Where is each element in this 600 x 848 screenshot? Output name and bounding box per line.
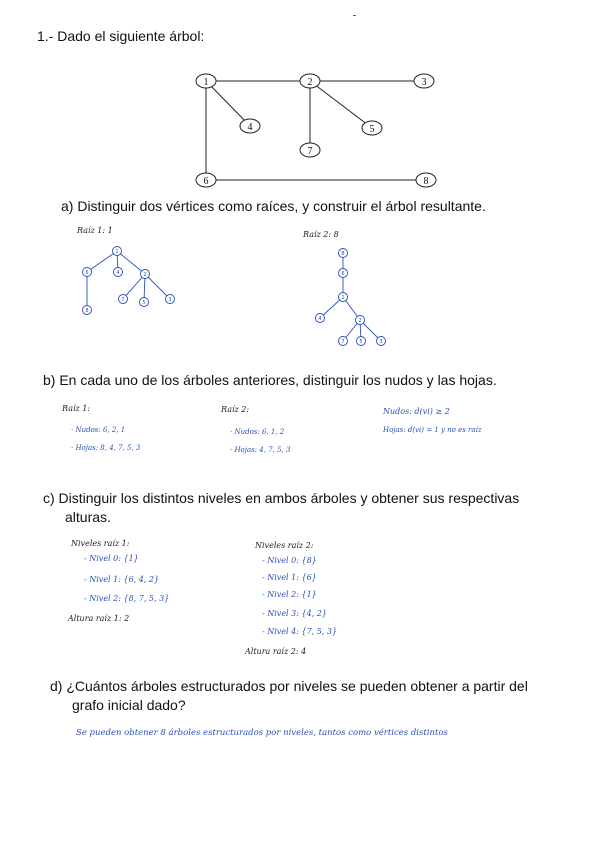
tree-root-1 [83,247,175,315]
graph-node-6 [196,173,216,187]
c-root-1-level-2: - Nivel 2: {8, 7, 5, 3} [84,594,170,603]
tree2-node-7 [339,337,348,346]
b-root-1-title: Raíz 1: [62,404,91,413]
svg-text:6: 6 [85,270,89,276]
root-1-label: Raíz 1: 1 [77,226,113,235]
d-answer: Se pueden obtener 8 árboles estructurados por niveles, tantos como vértices distintos [76,728,448,738]
svg-text:1: 1 [341,295,345,301]
svg-text:7: 7 [307,146,313,157]
svg-text:6: 6 [341,271,345,277]
edge-2-5 [310,81,372,128]
graph-node-7 [300,143,320,157]
c-root-1-level-1: - Nivel 1: {6, 4, 2} [84,575,160,584]
c-root-2-height: Altura raíz 2: 4 [245,647,307,656]
svg-text:7: 7 [121,297,125,303]
svg-text:3: 3 [421,77,427,88]
svg-text:4: 4 [318,316,322,322]
graph-node-5 [362,121,382,135]
b-def-hojas: Hojas: d(vi) = 1 y no es raíz [383,426,482,434]
c-root-2-level-0: - Nivel 0: {8} [262,556,317,565]
question-b: b) En cada uno de los árboles anteriores, distinguir los nudos y las hojas. [43,372,497,388]
svg-text:5: 5 [142,300,146,306]
b-root-1-hojas: · Hojas: 8, 4, 7, 5, 3 [71,444,141,452]
c-root-2-level-3: - Nivel 3: {4, 2} [262,609,327,618]
b-root-2-title: Raíz 2: [221,405,250,414]
svg-text:7: 7 [341,339,345,345]
graph-node-1 [196,74,216,88]
svg-text:8: 8 [423,176,429,187]
question-d-line-2: grafo inicial dado? [72,697,186,713]
edge-1-4 [206,81,250,126]
b-root-2-nudos: · Nudos: 6, 1, 2 [230,428,285,436]
tree1-node-2 [141,270,150,279]
tree2-node-3 [377,337,386,346]
tree-root-8 [316,249,386,346]
svg-text:6: 6 [203,176,209,187]
svg-text:2: 2 [358,318,362,324]
svg-text:5: 5 [369,124,375,135]
svg-text:4: 4 [247,122,253,133]
graph-node-2 [300,74,320,88]
question-c-line-1: c) Distinguir los distintos niveles en ambos árboles y obtener sus respectivas [43,490,520,506]
svg-text:1: 1 [203,77,209,88]
question-c-line-2: alturas. [65,509,111,525]
svg-text:8: 8 [85,308,89,314]
svg-text:3: 3 [379,339,383,345]
question-1: 1.- Dado el siguiente árbol: [37,28,205,44]
tree1-node-7 [119,295,128,304]
tree1-node-8 [83,306,92,315]
tree2-node-8 [339,249,348,258]
tree2-node-5 [357,337,366,346]
graph-node-8 [416,173,436,187]
b-def-nudos: Nudos: d(vi) ≥ 2 [383,407,450,416]
tree2-node-2 [356,316,365,325]
root-2-label: Raíz 2: 8 [303,230,339,239]
svg-text:2: 2 [307,77,313,88]
c-root-2-title: Niveles raíz 2: [255,541,314,550]
question-a: a) Distinguir dos vértices como raíces, y construir el árbol resultante. [61,198,486,214]
c-root-2-level-1: - Nivel 1: {6} [262,573,317,582]
c-root-1-level-0: - Nivel 0: {1} [84,554,139,563]
tree2-node-6 [339,269,348,278]
b-root-2-hojas: · Hojas: 4, 7, 5, 3 [230,446,291,454]
b-root-1-nudos: · Nudos: 6, 2, 1 [71,426,126,434]
tree1-node-6 [83,268,92,277]
graph-node-3 [414,74,434,88]
tree2-node-1 [339,293,348,302]
question-d-line-1: d) ¿Cuántos árboles estructurados por niveles se pueden obtener a partir del [50,678,528,694]
svg-text:8: 8 [341,251,345,257]
svg-text:4: 4 [116,270,120,276]
tree2-node-4 [316,314,325,323]
c-root-2-level-4: - Nivel 4: {7, 5, 3} [262,627,338,636]
svg-text:2: 2 [143,272,147,278]
c-root-1-height: Altura raíz 1: 2 [68,614,130,623]
tree1-node-3 [166,295,175,304]
c-root-2-level-2: - Nivel 2: {1} [262,590,317,599]
graph-node-4 [240,119,260,133]
c-root-1-title: Niveles raíz 1: [71,539,130,548]
svg-text:5: 5 [359,339,363,345]
tree1-node-4 [114,268,123,277]
tree1-node-1 [113,247,122,256]
tree1-node-5 [140,298,149,307]
svg-text:3: 3 [168,297,172,303]
svg-text:1: 1 [115,249,119,255]
